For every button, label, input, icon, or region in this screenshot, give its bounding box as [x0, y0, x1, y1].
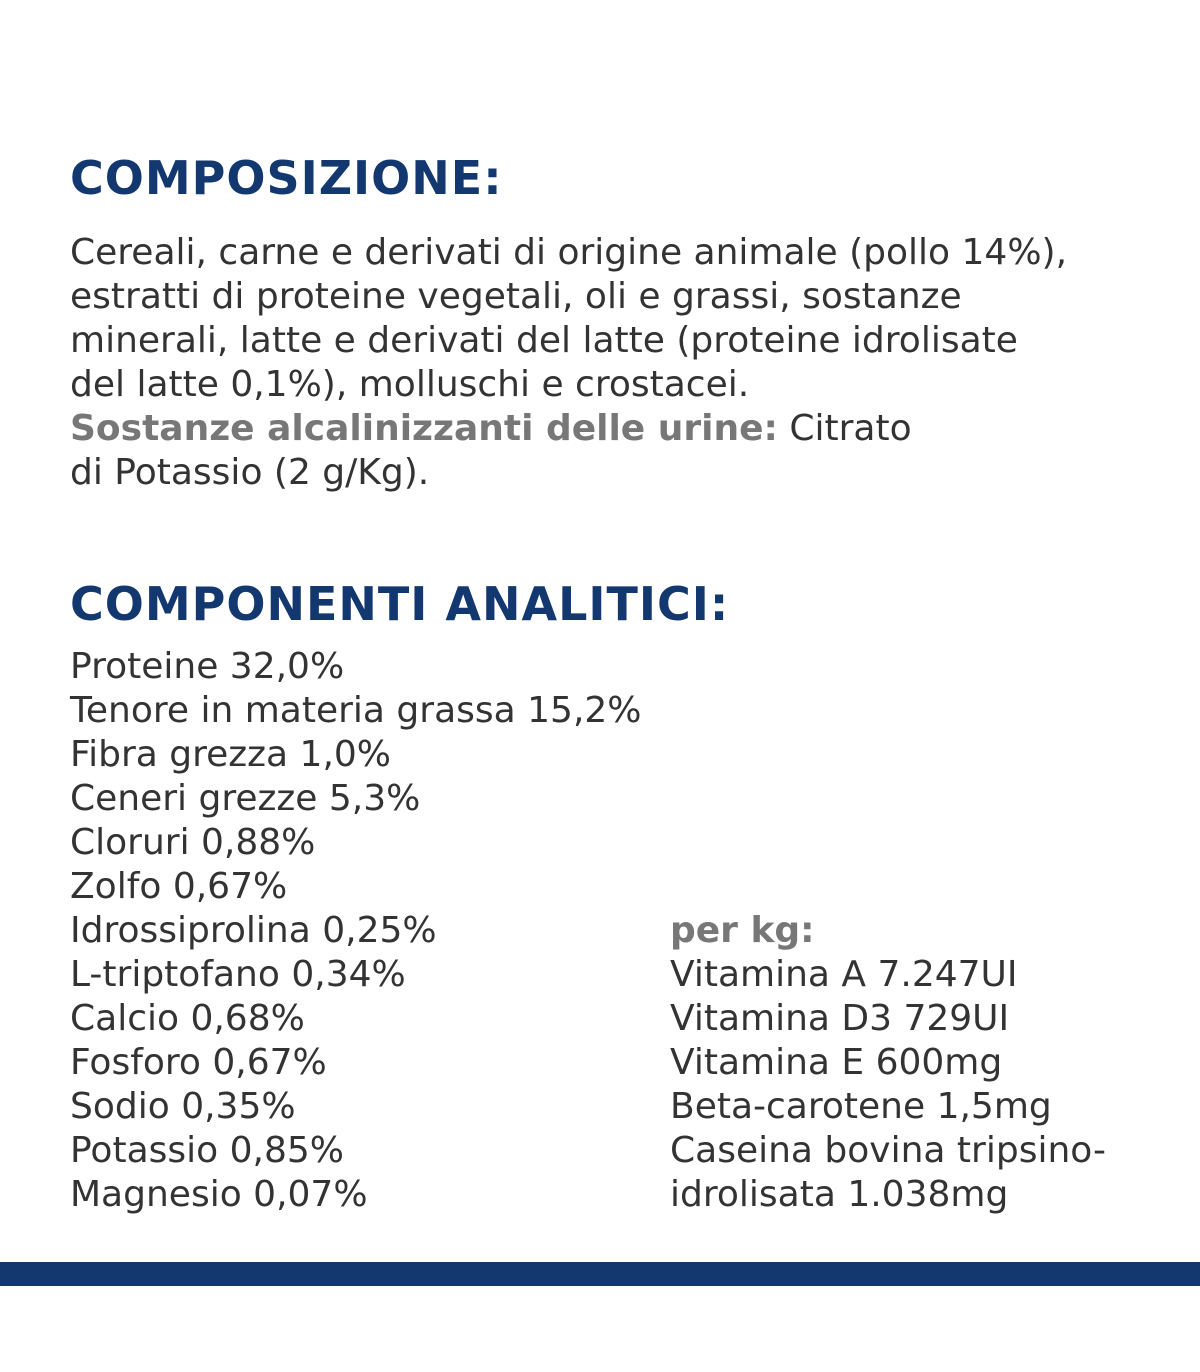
composition-heading: COMPOSIZIONE: — [70, 151, 503, 205]
analytical-item: Ceneri grezze 5,3% — [70, 778, 421, 819]
analytical-item: Idrossiprolina 0,25% — [70, 910, 437, 951]
analytical-item: Cloruri 0,88% — [70, 822, 316, 863]
composition-text — [70, 231, 1067, 495]
composition-line: Cereali, carne e derivati di origine animale (pollo 14%), — [70, 232, 1068, 273]
alkalizing-text: Citrato — [777, 408, 912, 449]
alkalizing-label: Sostanze alcalinizzanti delle urine: — [70, 408, 778, 449]
analytical-heading: COMPONENTI ANALITICI: — [70, 577, 730, 631]
analytical-list — [70, 645, 642, 1217]
alkalizing-line — [70, 407, 1067, 451]
analytical-item: Fibra grezza 1,0% — [70, 734, 392, 775]
analytical-item: Zolfo 0,67% — [70, 866, 288, 907]
per-kg-item: Vitamina D3 729UI — [670, 998, 1010, 1039]
footer-band — [0, 1262, 1200, 1286]
analytical-item: Sodio 0,35% — [70, 1086, 296, 1127]
per-kg-item: Vitamina A 7.247UI — [670, 954, 1018, 995]
analytical-item: Fosforo 0,67% — [70, 1042, 327, 1083]
composition-line: estratti di proteine vegetali, oli e grassi, sostanze — [70, 276, 962, 317]
analytical-item: Proteine 32,0% — [70, 646, 345, 687]
composition-line: del latte 0,1%), molluschi e crostacei. — [70, 364, 750, 405]
alkalizing-line-continued: di Potassio (2 g/Kg). — [70, 452, 430, 493]
per-kg-heading: per kg: — [670, 910, 815, 951]
analytical-item: L-triptofano 0,34% — [70, 954, 406, 995]
analytical-item: Potassio 0,85% — [70, 1130, 344, 1171]
per-kg-list — [670, 909, 1106, 1217]
per-kg-item: Caseina bovina tripsino- — [670, 1130, 1106, 1171]
composition-line: minerali, latte e derivati del latte (proteine idrolisate — [70, 320, 1018, 361]
per-kg-item: Beta-carotene 1,5mg — [670, 1086, 1052, 1127]
analytical-item: Tenore in materia grassa 15,2% — [70, 690, 642, 731]
analytical-item: Magnesio 0,07% — [70, 1174, 368, 1215]
analytical-item: Calcio 0,68% — [70, 998, 305, 1039]
per-kg-item: Vitamina E 600mg — [670, 1042, 1003, 1083]
per-kg-item: idrolisata 1.038mg — [670, 1174, 1009, 1215]
